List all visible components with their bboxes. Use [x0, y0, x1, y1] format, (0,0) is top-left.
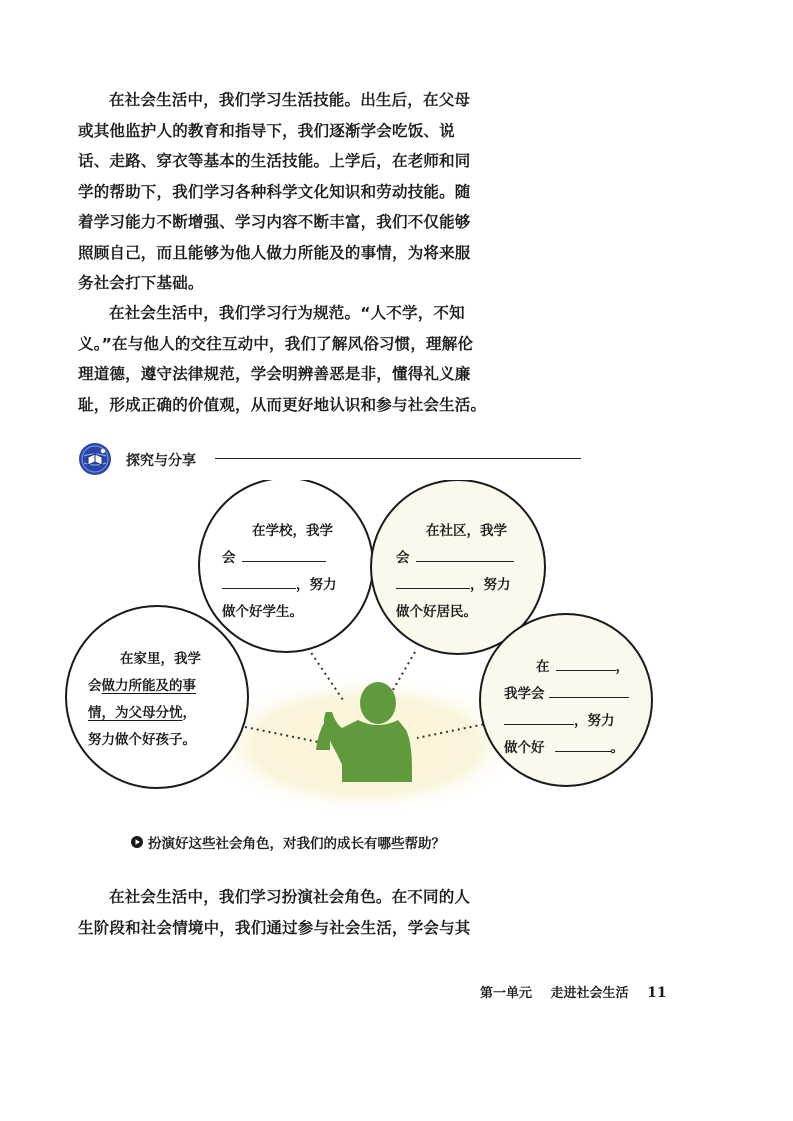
- bubble-home-line1: 在家里，我学: [120, 651, 201, 667]
- fill-blank[interactable]: [242, 546, 326, 562]
- bubble-school-effort: ，努力: [296, 577, 337, 593]
- play-bullet-icon: [131, 836, 143, 848]
- text-line: 理道德，遵守法律规范，学会明辨善恶是非，懂得礼义廉: [78, 365, 471, 383]
- bubble-home-line4: 努力做个好孩子。: [88, 732, 196, 748]
- discussion-question: [131, 832, 445, 852]
- bubble-home-comma: ，: [182, 705, 196, 721]
- bubble-other-line2: [504, 681, 629, 708]
- bubble-other-comma: ，: [615, 659, 629, 675]
- text-line: 学的帮助下，我们学习各种科学文化知识和劳动技能。随: [78, 182, 471, 201]
- page-footer: [480, 982, 667, 1001]
- bubble-home-answer-cont: 情，为父母分忧: [88, 705, 183, 721]
- fill-blank[interactable]: [222, 573, 296, 589]
- bubble-home-line2: [88, 673, 201, 700]
- footer-unit: 第一单元: [480, 986, 533, 1001]
- bubble-other-line3: [504, 708, 629, 735]
- bubble-community-line4: 做个好居民。: [396, 604, 477, 620]
- page-number: 11: [647, 985, 667, 1001]
- text-line: 耻，形成正确的价值观，从而更好地认识和参与社会生活。: [78, 395, 487, 414]
- bubble-school-line2: [222, 545, 337, 572]
- paragraph-behavior-norms: [78, 298, 508, 420]
- bubble-other-line4: [504, 735, 629, 762]
- section-divider: [215, 458, 581, 459]
- text-line: 义。”在与他人的交往互动中，我们了解风俗习惯，理解伦: [78, 334, 474, 353]
- text-line: 话、走路、穿衣等基本的生活技能。上学后，在老师和同: [78, 152, 471, 170]
- text-line: 在社会生活中，我们学习行为规范。“人不学，不知: [109, 304, 465, 322]
- bubble-home-word: 会: [88, 678, 102, 694]
- roles-diagram: [60, 480, 660, 810]
- fill-blank[interactable]: [416, 546, 514, 562]
- bubble-other-good: 做个好: [504, 740, 545, 756]
- bubble-home-answer: 做力所能及的事: [101, 678, 196, 694]
- bubble-community-word: 会: [396, 550, 410, 566]
- text-line: 在社会生活中，我们学习扮演社会角色。在不同的人: [109, 888, 471, 906]
- bubble-community-line3: [396, 572, 514, 599]
- bubble-home-text: [88, 646, 201, 754]
- question-text: 扮演好这些社会角色，对我们的成长有哪些帮助？: [148, 836, 445, 852]
- bubble-community-text: [396, 518, 514, 626]
- globe-book-icon: [78, 442, 112, 476]
- bubble-community-effort: ，努力: [470, 577, 511, 593]
- text-line: 务社会打下基础。: [78, 274, 204, 292]
- fill-blank[interactable]: [555, 736, 611, 752]
- bubble-other-text: [504, 654, 629, 762]
- bubble-other-learn: 我学会: [504, 686, 545, 702]
- bubble-community-line2: [396, 545, 514, 572]
- text-line: 在社会生活中，我们学习生活技能。出生后，在父母: [109, 91, 471, 109]
- bubble-school-word: 会: [222, 550, 236, 566]
- text-line: 生阶段和社会情境中，我们通过参与社会生活，学会与其: [78, 918, 471, 937]
- footer-chapter: 走进社会生活: [550, 986, 629, 1001]
- section-title: 探究与分享: [126, 453, 196, 469]
- paragraph-life-skills: [78, 85, 508, 299]
- paragraph-social-roles: [78, 882, 508, 943]
- bubble-school-line4: 做个好学生。: [222, 604, 303, 620]
- bubble-other-period: 。: [610, 740, 624, 756]
- bubble-school-line3: [222, 572, 337, 599]
- bubble-home-line3: [88, 700, 201, 727]
- bubble-school-text: [222, 518, 337, 626]
- bubble-other-word: 在: [536, 659, 550, 675]
- bubble-other-line1: [504, 654, 629, 681]
- bubble-other-effort: ，努力: [574, 713, 615, 729]
- fill-blank[interactable]: [396, 573, 470, 589]
- text-line: 着学习能力不断增强、学习内容不断丰富，我们不仅能够: [78, 213, 471, 231]
- fill-blank[interactable]: [504, 709, 574, 725]
- text-line: 照顾自己，而且能够为他人做力所能及的事情，为将来服: [78, 243, 471, 262]
- text-line: 或其他监护人的教育和指导下，我们逐渐学会吃饭、说: [78, 121, 455, 140]
- fill-blank[interactable]: [549, 682, 629, 698]
- bubble-school-line1: 在学校，我学: [252, 523, 333, 539]
- fill-blank[interactable]: [556, 655, 616, 671]
- bubble-community-line1: 在社区，我学: [426, 523, 507, 539]
